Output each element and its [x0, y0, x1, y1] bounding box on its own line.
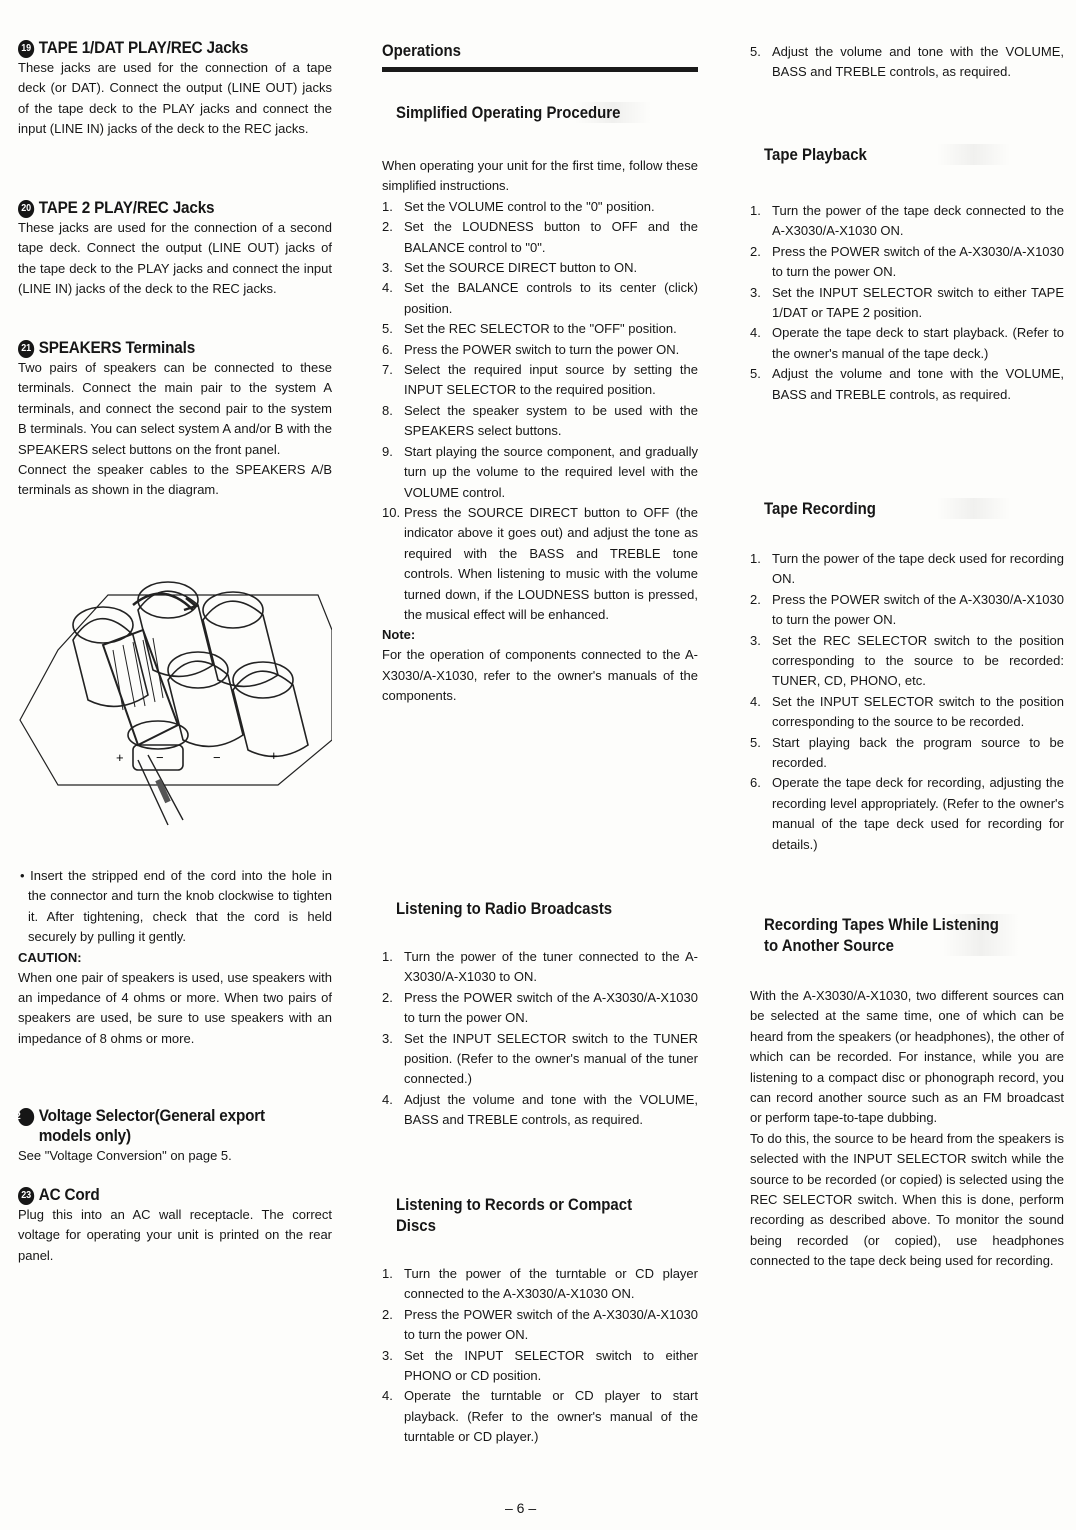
step-number: 6.	[750, 775, 761, 791]
section-title: 19 TAPE 1/DAT PLAY/REC Jacks	[18, 38, 301, 58]
step-item	[750, 692, 1064, 733]
recording-steps-list	[750, 549, 1064, 855]
section-title: Listening to Radio Broadcasts	[396, 899, 613, 918]
section-radio	[382, 898, 698, 1131]
section-title: 23 AC Cord	[18, 1185, 301, 1205]
step-number: 10.	[382, 504, 401, 520]
header-rule	[382, 67, 698, 72]
section-body: These jacks are used for the connection of a tape deck (or DAT). Connect the output (LINE OUT) jacks of the tape deck to the PLAY jacks and connect the input (LINE IN) jacks of the deck to the REC jacks.	[18, 60, 332, 137]
step-item	[750, 733, 1064, 774]
step-item	[750, 242, 1064, 283]
section-title: Listening to Records or Compact Discs	[396, 1195, 633, 1235]
step-item	[750, 773, 1064, 855]
circled-number: 21	[18, 340, 34, 358]
step-number: 1.	[382, 1266, 393, 1281]
caution-title: CAUTION:	[18, 949, 82, 965]
radio-steps-list	[382, 947, 698, 1131]
step-number: 9.	[382, 443, 393, 459]
step-number: 5.	[382, 321, 393, 337]
step-item	[750, 364, 1064, 405]
section-title: 20 TAPE 2 PLAY/REC Jacks	[18, 198, 301, 218]
step-number: 2.	[382, 1306, 393, 1322]
section-tape1-jacks	[18, 38, 332, 140]
step-item	[382, 401, 698, 442]
circled-number: 23	[18, 1187, 34, 1205]
circled-number: 19	[18, 40, 34, 58]
step-item	[382, 503, 698, 625]
step-number: 3.	[382, 1030, 393, 1046]
step-item	[750, 549, 1064, 590]
caution-body: When one pair of speakers is used, use speakers with an impedance of 4 ohms or more. When two pairs of speakers are used, be sure to use speakers with an impedance of 8 ohms or more.	[18, 969, 332, 1046]
step-text: Adjust the volume and tone with the VOLUME, BASS and TREBLE controls, as required.	[772, 366, 1064, 402]
step-item	[382, 340, 698, 360]
step-item	[382, 1305, 698, 1346]
section-body: See "Voltage Conversion" on page 5.	[18, 1148, 232, 1163]
step-item	[382, 258, 698, 278]
terminal-knob-main	[103, 630, 188, 770]
step-item	[750, 323, 1064, 364]
section-title: Tape Playback	[764, 144, 1010, 165]
step-text: Select the required input source by setting the INPUT SELECTOR to the required position.	[404, 362, 698, 398]
section-title: Recording Tapes While Listening to Another Source	[764, 914, 1019, 956]
step-number: 3.	[750, 632, 761, 648]
speaker-terminal-diagram	[18, 570, 332, 840]
step-item	[382, 278, 698, 319]
step-number: 7.	[382, 362, 393, 378]
step-number: 4.	[382, 1091, 393, 1107]
step-number: 4.	[750, 693, 761, 709]
step-item	[382, 947, 698, 988]
step-text: Set the REC SELECTOR to the "OFF" position.	[404, 321, 677, 337]
step-text: Set the REC SELECTOR switch to the position corresponding to the source to be recorded: TUNER, CD, PHONO, etc.	[772, 632, 1064, 689]
step-text: Press the POWER switch of the A-X3030/A-X1030 to turn the power ON.	[404, 1306, 698, 1343]
step-number: 3.	[382, 1347, 393, 1363]
step-number: 3.	[382, 260, 393, 276]
step-text: Operate the tape deck for recording, adjusting the recording level appropriately. (Refer to the owner's manual of the tape deck used for recording for details.)	[772, 775, 1064, 852]
operations-title: Operations	[382, 41, 461, 60]
step-text: Press the POWER switch to turn the power ON.	[404, 341, 680, 357]
section-voltage-selector	[10, 1106, 332, 1166]
step-text: Set the BALANCE controls to its center (click) position.	[404, 280, 698, 316]
note-title: Note:	[382, 627, 416, 643]
intro-text: When operating your unit for the first time, follow these simplified instructions.	[382, 158, 698, 194]
step-text: Operate the tape deck to start playback. (Refer to the owner's manual of the tape deck.)	[772, 325, 1064, 361]
step-item	[382, 442, 698, 503]
step-number: 4.	[382, 1388, 393, 1404]
step-item	[382, 1090, 698, 1131]
step-item	[382, 1346, 698, 1387]
section-body-2: Connect the speaker cables to the SPEAKERS A/B terminals as shown in the diagram.	[18, 462, 332, 498]
step-text: Adjust the volume and tone with the VOLUME, BASS and TREBLE controls, as required.	[404, 1091, 698, 1128]
step-text: Turn the power of the tuner connected to the A-X3030/A-X1030 to ON.	[404, 949, 698, 985]
page-number: – 6 –	[505, 1500, 537, 1516]
step-number: 5.	[750, 734, 761, 750]
step-item	[382, 1386, 698, 1447]
section-tape-playback	[750, 144, 1064, 405]
terminal-knob	[233, 662, 308, 756]
step-text: Set the VOLUME control to the "0" position.	[404, 198, 655, 214]
step-text: Press the POWER switch of the A-X3030/A-X1030 to turn the power ON.	[404, 989, 698, 1026]
step-text: Start playing the source component, and gradually turn up the volume to the required level with the VOLUME control.	[404, 443, 698, 500]
step-number: 8.	[382, 402, 393, 418]
simplified-steps-list	[382, 197, 698, 626]
step-text: Set the INPUT SELECTOR switch to the TUNER position. (Refer to the owner's manual of the tuner connected.)	[404, 1030, 698, 1087]
step-item	[382, 988, 698, 1029]
step-number: 6.	[382, 341, 393, 357]
step-text: Turn the power of the tape deck used for recording ON.	[772, 551, 1064, 587]
section-speakers-terminals	[18, 338, 332, 501]
circled-number: 22	[18, 1108, 34, 1126]
step-text: Press the POWER switch of the A-X3030/A-X1030 to turn the power ON.	[772, 591, 1064, 628]
step-text: Start playing back the program source to be recorded.	[772, 734, 1064, 771]
step-item	[382, 1029, 698, 1090]
step-text: Set the INPUT SELECTOR switch to the position corresponding to the source to be recorded.	[772, 693, 1064, 730]
step-text: Set the INPUT SELECTOR switch to either TAPE 1/DAT or TAPE 2 position.	[772, 284, 1064, 321]
section-ac-cord	[18, 1185, 332, 1266]
step-text: Turn the power of the turntable or CD player connected to the A-X3030/A-X1030 ON.	[404, 1266, 698, 1302]
cord-instruction	[18, 866, 332, 1049]
step-text: Turn the power of the tape deck connected to the A-X3030/A-X1030 ON.	[772, 203, 1064, 239]
step-number: 3.	[750, 284, 761, 300]
section-body: Plug this into an AC wall receptacle. The correct voltage for operating your unit is printed on the rear panel.	[18, 1207, 332, 1263]
diagram-label-minus-2: −	[213, 750, 221, 765]
section-body: Two pairs of speakers can be connected to these terminals. Connect the main pair to the system A terminals, and connect the second pair to the system B terminals. You can select system A and/or B with the SPEAKERS select buttons on the front panel.	[18, 360, 332, 457]
section-records	[382, 1194, 698, 1448]
step-item	[750, 631, 1064, 692]
step-number: 1.	[750, 203, 761, 218]
step-item	[750, 590, 1064, 631]
section-tape2-jacks	[18, 198, 332, 300]
body-paragraph-2: To do this, the source to be heard from the speakers is selected with the INPUT SELECTOR switch while the source to be recorded (or copied) is selected using the REC SELECTOR switch. When this is done, perform recording as described above. To monitor the sound being recorded (or copied), use headphones connected to the tape deck being used for recording.	[750, 1130, 1064, 1269]
step-item	[750, 201, 1064, 242]
step-number: 4.	[750, 325, 761, 341]
diagram-label-minus-1: −	[156, 750, 164, 765]
step-item	[382, 1264, 698, 1305]
diagram-label-plus-2: +	[270, 748, 278, 763]
playback-steps-list	[750, 201, 1064, 405]
terminal-knob	[203, 592, 278, 686]
section-tape-recording	[750, 498, 1064, 855]
section-recording-while-listening	[750, 914, 1064, 1272]
diagram-label-plus-1: +	[116, 750, 124, 765]
continued-step	[750, 42, 1064, 83]
step-item	[382, 360, 698, 401]
step-item: 5. Adjust the volume and tone with the VOLUME, BASS and TREBLE controls, as required.	[750, 44, 1064, 80]
section-title: Simplified Operating Procedure	[396, 102, 651, 123]
step-number: 1.	[382, 198, 393, 214]
step-number: 2.	[750, 591, 761, 607]
step-item	[750, 283, 1064, 324]
step-number: 1.	[382, 949, 393, 964]
step-text: Press the POWER switch of the A-X3030/A-X1030 to turn the power ON.	[772, 243, 1064, 280]
step-text: Set the INPUT SELECTOR switch to either PHONO or CD position.	[404, 1347, 698, 1384]
section-title: 22 Voltage Selector(General export models only)	[10, 1106, 265, 1145]
step-number: 1.	[750, 551, 761, 566]
section-simplified-procedure	[382, 102, 698, 707]
section-body: These jacks are used for the connection of a second tape deck. Connect the output (LINE OUT) jacks of the tape deck to the PLAY jacks and connect the input (LINE IN) jacks of the deck to the REC jacks.	[18, 220, 332, 297]
step-item	[382, 319, 698, 339]
records-steps-list	[382, 1264, 698, 1448]
step-item	[382, 197, 698, 217]
step-number: 5.	[750, 366, 761, 382]
step-number: 2.	[382, 219, 393, 235]
step-text: Press the SOURCE DIRECT button to OFF (the indicator above it goes out) and adjust the tone as required with the BASS and TREBLE tone controls. When listening to music with the volume turned down, if the LOUDNESS button is pressed, the musical effect will be enhanced.	[404, 504, 698, 622]
step-item	[382, 217, 698, 258]
step-number: 2.	[750, 243, 761, 259]
circled-number: 20	[18, 200, 34, 218]
bullet-item: • Insert the stripped end of the cord into the hole in the connector and turn the knob clockwise to tighten it. After tightening, check that the cord is held securely by pulling it gently.	[20, 868, 332, 945]
step-text: Set the SOURCE DIRECT button to ON.	[404, 260, 638, 276]
step-number: 4.	[382, 280, 393, 296]
step-text: Set the LOUDNESS button to OFF and the BALANCE control to "0".	[404, 219, 698, 255]
terminal-knob	[168, 652, 243, 746]
section-title: Tape Recording	[764, 498, 1010, 519]
step-text: Operate the turntable or CD player to start playback. (Refer to the owner's manual of the turntable or CD player.)	[404, 1388, 698, 1445]
step-text: Select the speaker system to be used with the SPEAKERS select buttons.	[404, 402, 698, 439]
operations-header	[382, 40, 698, 72]
step-number: 2.	[382, 989, 393, 1005]
body-paragraph-1: With the A-X3030/A-X1030, two different sources can be selected at the same time, one of which can be heard from the speakers (or headphones), the other of which can be recorded. For instance, while you are listening to a compact disc or phonograph record, you can record another source such as an FM broadcast or perform tape-to-tape dubbing.	[750, 988, 1064, 1126]
note-body: For the operation of components connected to the A-X3030/A-X1030, refer to the owner's manuals of the components.	[382, 647, 698, 704]
section-title: 21 SPEAKERS Terminals	[18, 338, 301, 358]
